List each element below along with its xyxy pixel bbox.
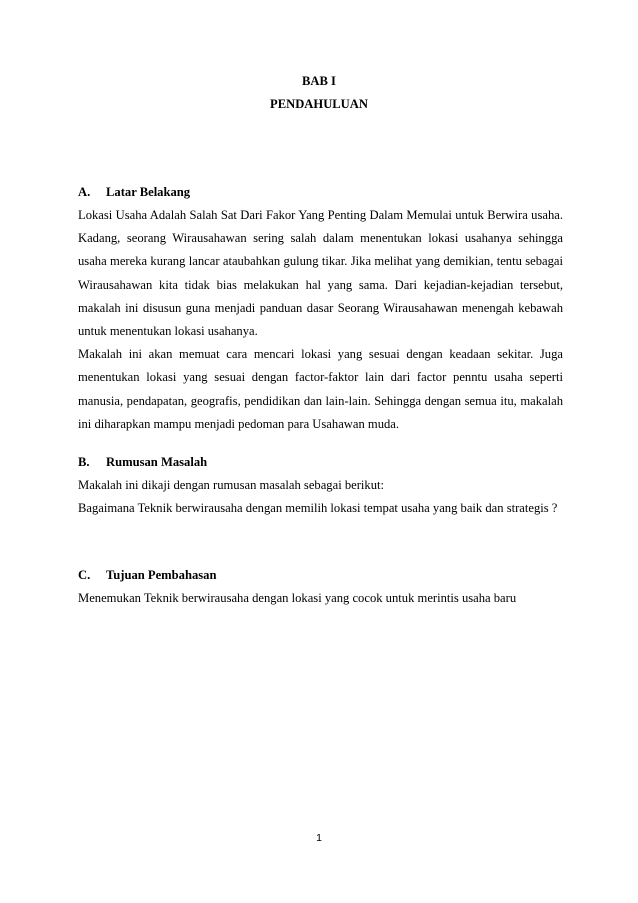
section-tujuan-pembahasan <box>78 564 563 610</box>
section-paragraph: Makalah ini dikaji dengan rumusan masalah sebagai berikut: <box>78 478 385 492</box>
section-rumusan-masalah <box>78 451 563 520</box>
section-heading <box>78 451 563 474</box>
section-paragraph: Bagaimana Teknik berwirausaha dengan memilih lokasi tempat usaha yang baik dan strategis ? <box>78 501 558 516</box>
section-letter: C. <box>78 568 91 582</box>
chapter-label: BAB I <box>302 74 336 88</box>
section-title: Rumusan Masalah <box>106 455 208 469</box>
section-letter: A. <box>78 185 91 199</box>
section-latar-belakang <box>78 181 563 436</box>
chapter-title: PENDAHULUAN <box>270 97 368 111</box>
section-paragraph: Makalah ini akan memuat cara mencari lokasi yang sesuai dengan keadaan sekitar. Juga menentukan lokasi yang sesuai dengan factor-faktor lain dari factor penntu usaha seperti manusia, pendapatan, geografis, pendidikan dan lain-lain. Sehingga dengan semua itu, makalah ini diharapkan mampu menjadi pedoman para Usahawan muda. <box>78 347 563 431</box>
section-title: Tujuan Pembahasan <box>106 568 217 582</box>
section-title: Latar Belakang <box>106 185 191 199</box>
section-heading <box>78 181 563 204</box>
section-letter: B. <box>78 455 90 469</box>
section-heading <box>78 564 563 587</box>
section-paragraph: Menemukan Teknik berwirausaha dengan lokasi yang cocok untuk merintis usaha baru <box>78 591 517 605</box>
section-paragraph: Lokasi Usaha Adalah Salah Sat Dari Fakor Yang Penting Dalam Memulai untuk Berwira usaha. Kadang, seorang Wirausahawan sering salah dalam menentukan lokasi usahanya sehingga usaha mereka kurang lancar ataubahkan gulung tikar. Jika melihat yang demikian, tentu sebagai Wirausahawan kita tidak bias melakukan hal yang sama. Dari kejadian-kejadian tersebut, makalah ini disusun guna menjadi panduan dasar Seorang Wirausahawan menengah kebawah untuk menentukan lokasi usahanya. <box>78 208 563 339</box>
page-number: 1 <box>316 832 322 844</box>
